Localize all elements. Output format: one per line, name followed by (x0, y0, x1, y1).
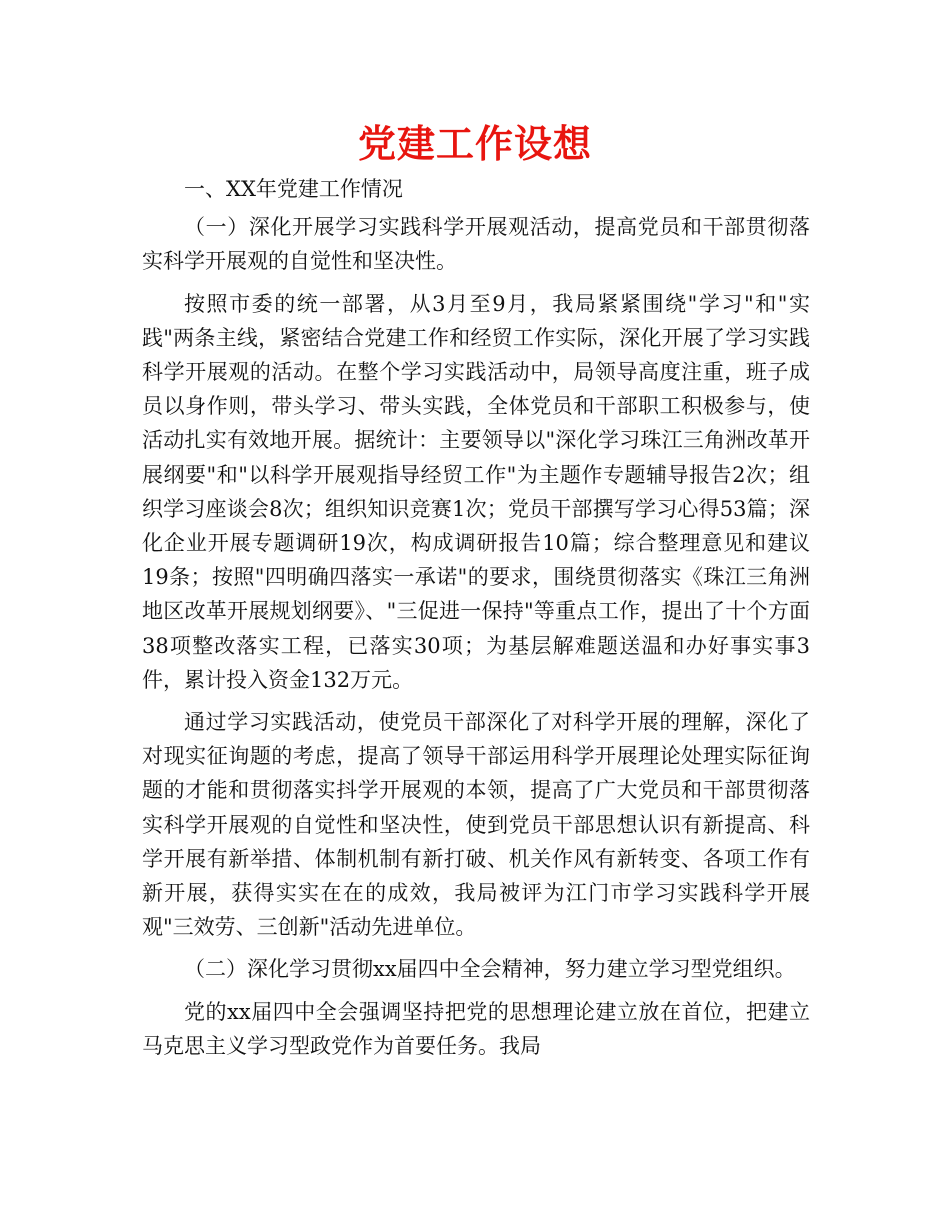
subsection-heading-1: （一）深化开展学习实践科学开展观活动，提高党员和干部贯彻落实科学开展观的自觉性和坚决性。 (142, 215, 810, 274)
subsection-heading-2: （二）深化学习贯彻xx届四中全会精神，努力建立学习型党组织。 (184, 957, 796, 982)
body-paragraph-2: 通过学习实践活动，使党员干部深化了对科学开展的理解，深化了对现实征询题的考虑，提高了领导干部运用科学开展理论处理实际征询题的才能和贯彻落实抖学开展观的本领，提高了广大党员和干部贯彻落实科学开展观的自觉性和坚决性，使到党员干部思想认识有新提高、科学开展有新举措、体制机制有新打破、机关作风有新转变、各项工作有新开展，获得实实在在的成效，我局被评为江门市学习实践科学开展观"三效劳、三创新"活动先进单位。 (142, 710, 810, 940)
document-title: 党建工作设想 (357, 122, 592, 166)
body-paragraph-3: 党的xx届四中全会强调坚持把党的思想理论建立放在首位，把建立马克思主义学习型政党作为首要任务。我局 (142, 999, 810, 1058)
document-body (142, 172, 810, 1063)
body-paragraph-1: 按照市委的统一部署，从3月至9月，我局紧紧围绕"学习"和"实践"两条主线，紧密结合党建工作和经贸工作实际，深化开展了学习实践科学开展观的活动。在整个学习实践活动中，局领导高度注重，班子成员以身作则，带头学习、带头实践，全体党员和干部职工积极参与，使活动扎实有效地开展。据统计：主要领导以"深化学习珠江三角洲改革开展纲要"和"以科学开展观指导经贸工作"为主题作专题辅导报告2次；组织学习座谈会8次；组织知识竞赛1次；党员干部撰写学习心得53篇；深化企业开展专题调研19次，构成调研报告10篇；综合整理意见和建议19条；按照"四明确四落实一承诺"的要求，围绕贯彻落实《珠江三角洲地区改革开展规划纲要》、"三促进一保持"等重点工作，提出了十个方面38项整改落实工程，已落实30项；为基层解难题送温和办好事实事3件，累计投入资金132万元。 (142, 291, 810, 692)
section-heading: 一、XX年党建工作情况 (184, 177, 403, 201)
